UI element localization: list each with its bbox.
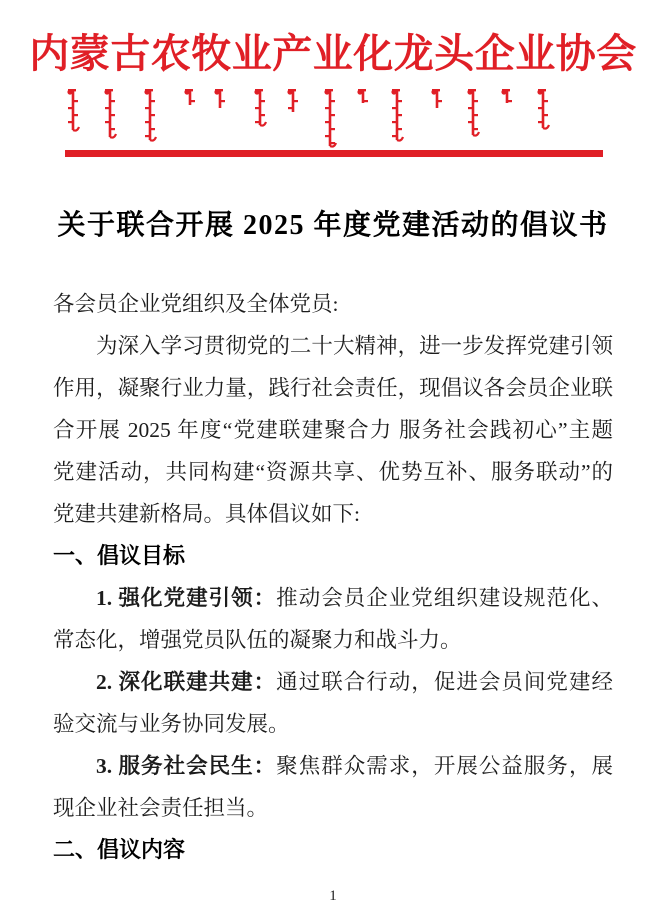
list-item-text: 通过联合行动，促进会员间党建经 [276, 670, 613, 694]
page-number: 1 [329, 888, 337, 904]
intro-line: 党建活动，共同构建“资源共享、优势互补、服务联动”的 [53, 460, 613, 484]
letterhead [0, 0, 666, 157]
intro-line: 党建共建新格局。具体倡议如下: [53, 502, 360, 526]
letterhead-rule [65, 150, 603, 157]
list-item-label: 1. 强化党建引领： [96, 586, 277, 610]
document-body [0, 283, 666, 871]
list-item [53, 577, 613, 619]
list-item-continuation: 现企业社会责任担当。 [53, 796, 269, 820]
list-item-label: 2. 深化联建共建： [96, 670, 277, 694]
list-item [53, 661, 613, 703]
list-item-text: 推动会员企业党组织建设规范化、 [276, 586, 613, 610]
salutation: 各会员企业党组织及全体党员: [53, 292, 339, 316]
list-item-continuation: 常态化，增强党员队伍的凝聚力和战斗力。 [53, 628, 462, 652]
intro-line: 作用，凝聚行业力量，践行社会责任，现倡议各会员企业联 [53, 376, 613, 400]
section-heading-content: 二、倡议内容 [53, 837, 186, 862]
organization-name: 内蒙古农牧业产业化龙头企业协会 [29, 31, 637, 76]
list-item-continuation: 验交流与业务协同发展。 [53, 712, 290, 736]
list-item [53, 745, 613, 787]
intro-line: 为深入学习贯彻党的二十大精神，进一步发挥党建引领 [96, 334, 613, 358]
mongolian-script-banner [63, 86, 603, 148]
list-item-label: 3. 服务社会民生： [96, 754, 277, 778]
mongolian-script-icon [63, 86, 603, 148]
list-item-text: 聚焦群众需求，开展公益服务，展 [276, 754, 613, 778]
intro-line: 合开展 2025 年度“党建联建聚合力 服务社会践初心”主题 [53, 418, 613, 442]
section-heading-goals: 一、倡议目标 [53, 543, 186, 568]
document-title: 关于联合开展 2025 年度党建活动的倡议书 [57, 210, 609, 241]
